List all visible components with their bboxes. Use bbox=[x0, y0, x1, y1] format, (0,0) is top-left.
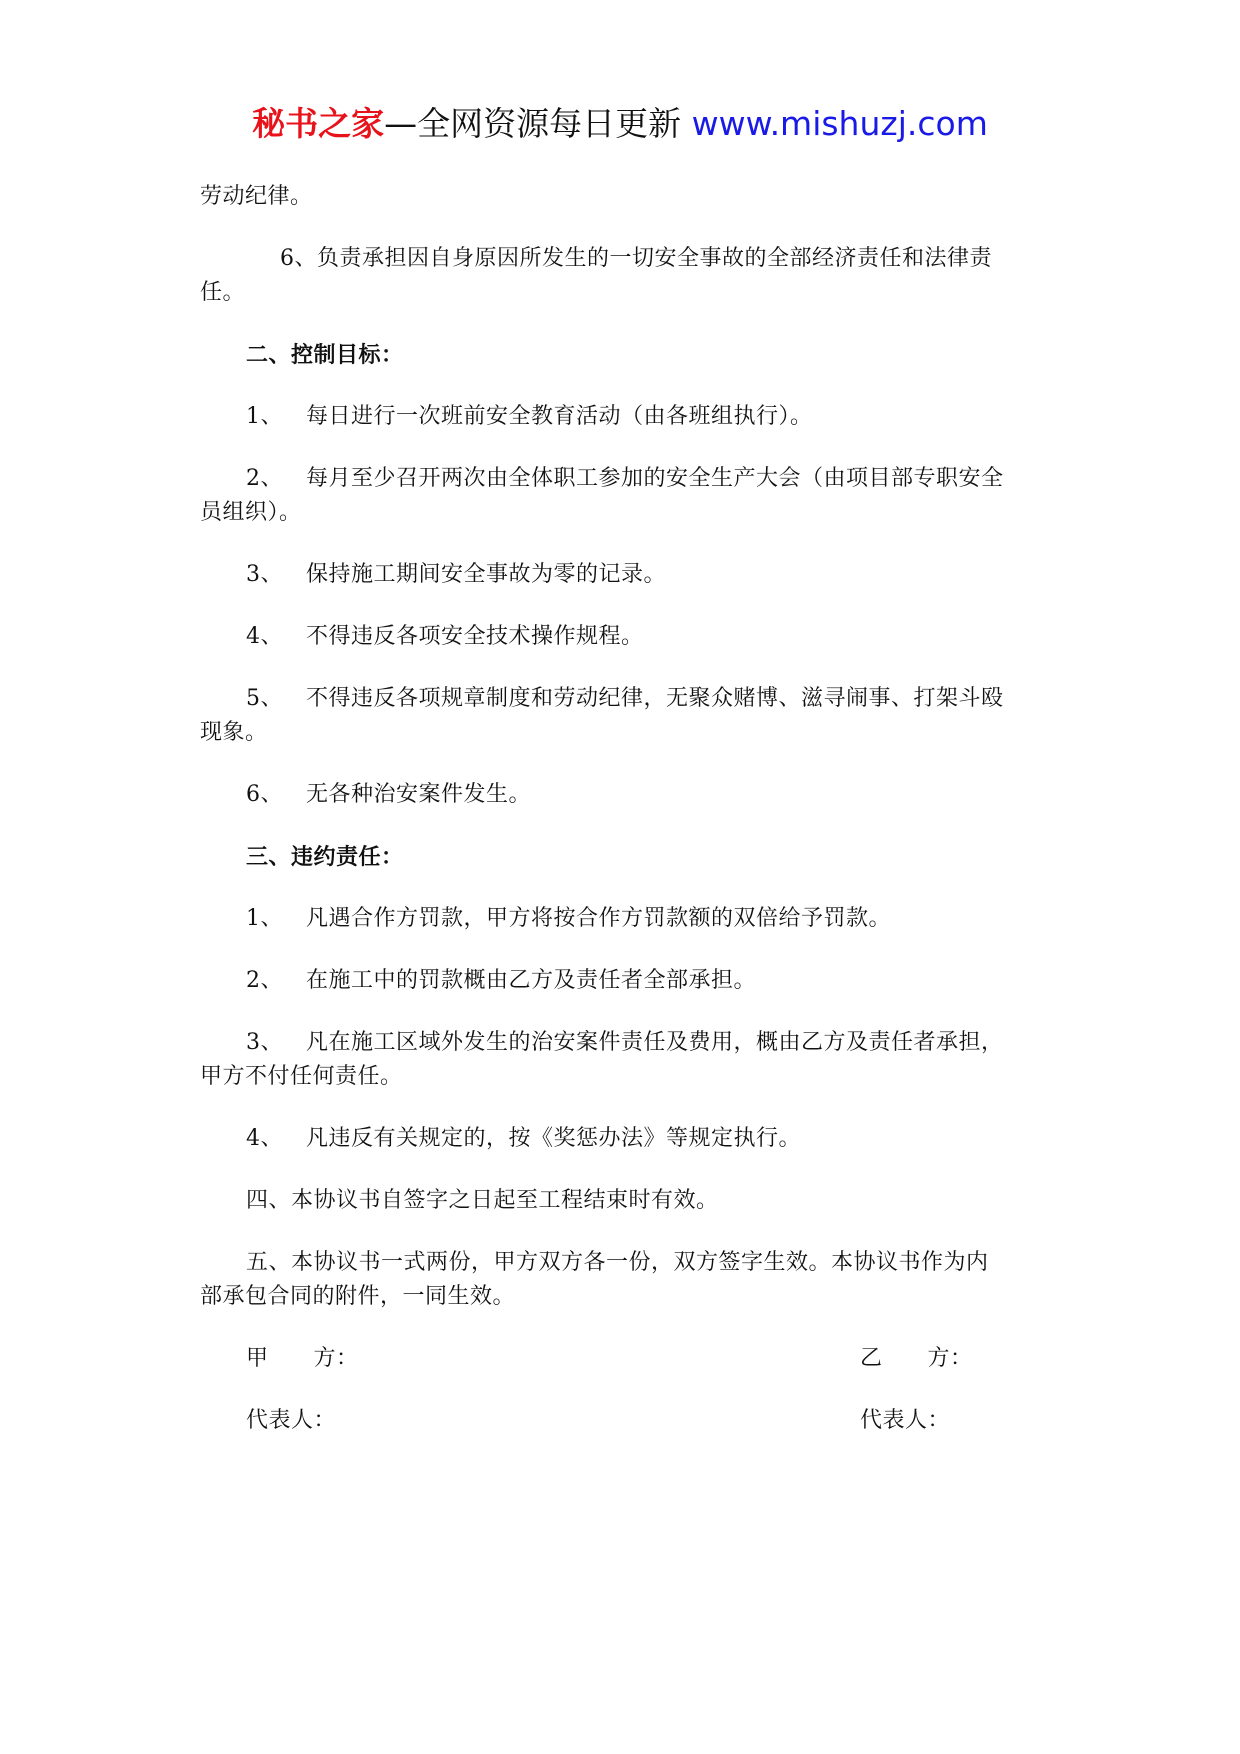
item-number: 3、 bbox=[246, 562, 283, 587]
item-number: 5、 bbox=[246, 686, 283, 711]
paragraph-line: 五、本协议书一式两份，甲方双方各一份，双方签字生效。本协议书作为内 bbox=[246, 1250, 989, 1275]
list-item bbox=[200, 400, 1060, 434]
signature-representative-row bbox=[200, 1404, 1060, 1438]
header-banner bbox=[0, 100, 1240, 148]
party-b-representative-label: 代表人： bbox=[860, 1408, 951, 1433]
item-number: 1、 bbox=[246, 404, 283, 429]
item-text: 每日进行一次班前安全教育活动（由各班组执行）。 bbox=[306, 404, 813, 429]
section-3-list bbox=[200, 902, 1060, 1156]
item-text: 无各种治安案件发生。 bbox=[306, 782, 532, 807]
item-number: 4、 bbox=[246, 624, 283, 649]
item-number: 2、 bbox=[246, 968, 283, 993]
item-number: 3、 bbox=[246, 1030, 283, 1055]
brand-name: 秘书之家 bbox=[252, 104, 385, 143]
party-b-label: 乙 方： bbox=[860, 1346, 973, 1371]
document-body bbox=[200, 180, 1060, 1438]
section-5 bbox=[200, 1246, 1060, 1314]
list-item bbox=[200, 964, 1060, 998]
list-item bbox=[200, 1122, 1060, 1156]
item-text: 保持施工期间安全事故为零的记录。 bbox=[306, 562, 667, 587]
banner-slogan: —全网资源每日更新 bbox=[384, 104, 682, 143]
section-4-text: 四、本协议书自签字之日起至工程结束时有效。 bbox=[246, 1188, 719, 1213]
paragraph-line: 6、负责承担因自身原因所发生的一切安全事故的全部经济责任和法律责 bbox=[280, 246, 992, 271]
item-continuation: 现象。 bbox=[200, 720, 268, 745]
carryover-text: 劳动纪律。 bbox=[200, 184, 313, 209]
item-text: 凡违反有关规定的，按《奖惩办法》等规定执行。 bbox=[306, 1126, 802, 1151]
item-text: 不得违反各项规章制度和劳动纪律，无聚众赌博、滋寻闹事、打架斗殴 bbox=[306, 686, 1004, 711]
item-text: 凡在施工区域外发生的治安案件责任及费用，概由乙方及责任者承担， bbox=[306, 1030, 1004, 1055]
paragraph-line: 部承包合同的附件，一同生效。 bbox=[200, 1284, 516, 1309]
item-text: 在施工中的罚款概由乙方及责任者全部承担。 bbox=[306, 968, 757, 993]
party-a-label: 甲 方： bbox=[246, 1346, 359, 1371]
item-text: 每月至少召开两次由全体职工参加的安全生产大会（由项目部专职安全 bbox=[306, 466, 1004, 491]
list-item bbox=[200, 902, 1060, 936]
item-number: 1、 bbox=[246, 906, 283, 931]
responsibility-item-6 bbox=[200, 242, 1060, 310]
banner-url[interactable]: www.mishuzj.com bbox=[691, 104, 988, 143]
section-3-title: 三、违约责任： bbox=[246, 844, 404, 870]
section-2-list bbox=[200, 400, 1060, 812]
section-2-title: 二、控制目标： bbox=[246, 342, 404, 368]
item-continuation: 员组织）。 bbox=[200, 500, 302, 525]
item-text: 不得违反各项安全技术操作规程。 bbox=[306, 624, 644, 649]
item-number: 6、 bbox=[246, 782, 283, 807]
party-a-representative-label: 代表人： bbox=[246, 1408, 337, 1433]
item-continuation: 甲方不付任何责任。 bbox=[200, 1064, 403, 1089]
item-number: 4、 bbox=[246, 1126, 283, 1151]
paragraph-line: 任。 bbox=[200, 280, 246, 305]
item-text: 凡遇合作方罚款，甲方将按合作方罚款额的双倍给予罚款。 bbox=[306, 906, 892, 931]
list-item bbox=[200, 778, 1060, 812]
item-number: 2、 bbox=[246, 466, 283, 491]
list-item bbox=[200, 558, 1060, 592]
list-item bbox=[200, 462, 1060, 530]
list-item bbox=[200, 682, 1060, 750]
list-item bbox=[200, 620, 1060, 654]
signature-party-row bbox=[200, 1342, 1060, 1376]
list-item bbox=[200, 1026, 1060, 1094]
